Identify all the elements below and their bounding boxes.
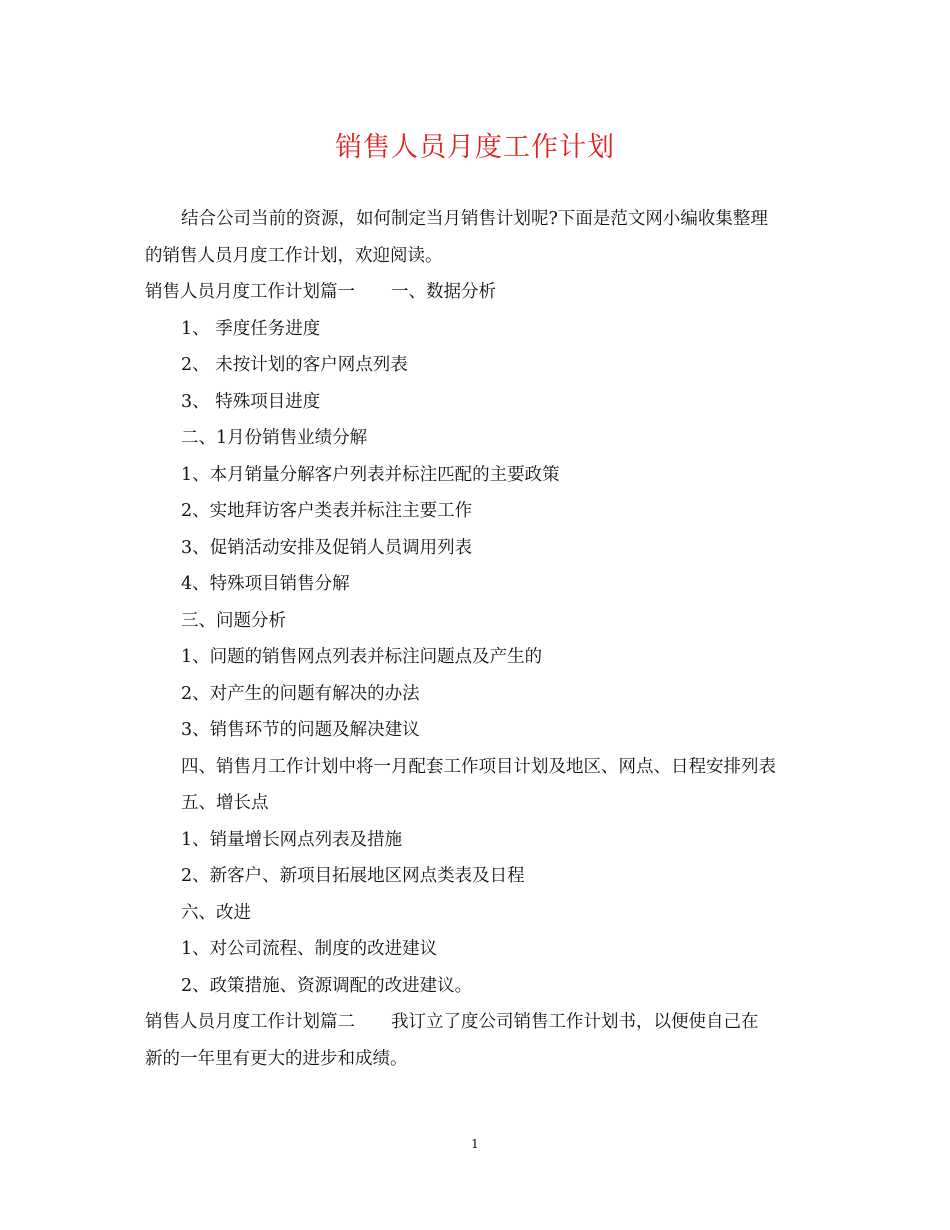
part-two-heading: 销售人员月度工作计划篇二 [145, 1012, 355, 1032]
section-1-item-2: 2、 未按计划的客户网点列表 [181, 355, 408, 375]
section-3-title: 三、问题分析 [181, 610, 286, 631]
section-2-item-4: 4、特殊项目销售分解 [181, 574, 350, 594]
document-title: 销售人员月度工作计划 [335, 132, 615, 163]
document-body [145, 201, 810, 1077]
section-1-item-1: 1、 季度任务进度 [181, 318, 321, 339]
intro-paragraph-line-2: 的销售人员月度工作计划，欢迎阅读。 [145, 245, 443, 266]
section-3-item-3: 3、销售环节的问题及解决建议 [181, 720, 420, 740]
section-6-item-1: 1、对公司流程、制度的改进建议 [181, 939, 438, 959]
section-1-item-3: 3、 特殊项目进度 [181, 391, 321, 412]
section-5-title: 五、增长点 [181, 793, 269, 813]
part-two-text-line-1: 我订立了度公司销售工作计划书，以便使自己在 [391, 1012, 759, 1032]
intro-paragraph-line-1: 结合公司当前的资源，如何制定当月销售计划呢?下面是范文网小编收集整理 [181, 209, 768, 229]
section-4-paragraph: 四、销售月工作计划中将一月配套工作项目计划及地区、网点、日程安排列表 [181, 756, 776, 777]
part-one-heading-line [145, 274, 810, 311]
section-2-item-2: 2、实地拜访客户类表并标注主要工作 [181, 501, 473, 521]
section-1-title: 一、数据分析 [391, 282, 496, 302]
section-6-item-2: 2、政策措施、资源调配的改进建议。 [181, 975, 473, 996]
part-one-heading: 销售人员月度工作计划篇一 [145, 282, 355, 302]
section-2-item-3: 3、促销活动安排及促销人员调用列表 [181, 537, 473, 558]
part-two-text-line-2: 新的一年里有更大的进步和成绩。 [145, 1048, 408, 1069]
section-5-item-1: 1、销量增长网点列表及措施 [181, 829, 403, 850]
section-2-title: 二、1月份销售业绩分解 [181, 428, 368, 448]
section-5-item-2: 2、新客户、新项目拓展地区网点类表及日程 [181, 866, 525, 886]
section-3-item-1: 1、问题的销售网点列表并标注问题点及产生的 [181, 647, 543, 667]
section-3-item-2: 2、对产生的问题有解决的办法 [181, 683, 420, 704]
part-two-heading-line [145, 1004, 810, 1041]
page-number: 1 [471, 1137, 479, 1151]
section-2-item-1: 1、本月销量分解客户列表并标注匹配的主要政策 [181, 464, 560, 485]
section-6-title: 六、改进 [181, 902, 251, 923]
